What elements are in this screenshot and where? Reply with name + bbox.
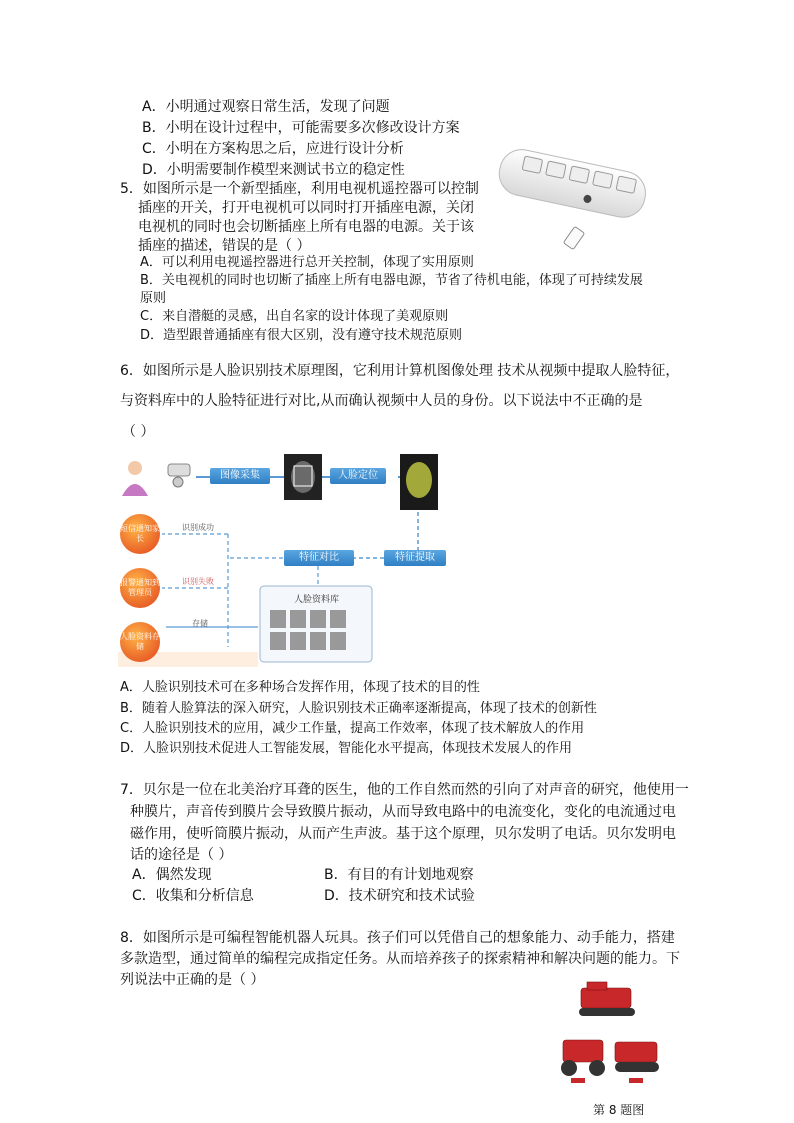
q8-stem-2: 多款造型，通过简单的编程完成指定任务。从而培养孩子的探索精神和解决问题的能力。下 — [120, 951, 680, 967]
store-label: 存储 — [192, 619, 208, 628]
q4-option-d: D．小明需要制作模型来测试书立的稳定性 — [142, 162, 405, 178]
q5-option-a: A．可以利用电视遥控器进行总开关控制，体现了实用原则 — [140, 255, 474, 270]
success-label: 识别成功 — [182, 523, 214, 532]
q7-option-b: B．有目的有计划地观察 — [324, 867, 474, 883]
robot-toy-image — [557, 978, 665, 1090]
q7-stem-1: 7．贝尔是一位在北美治疗耳聋的医生，他的工作自然而然的引向了对声音的研究，他使用一 — [120, 782, 689, 798]
power-strip-image — [490, 140, 650, 250]
face-store-circle: 人脸资料存储 — [120, 622, 160, 662]
face-recognition-diagram — [118, 452, 448, 667]
q4-option-b: B．小明在设计过程中，可能需要多次修改设计方案 — [142, 120, 460, 136]
q5-stem-4: 插座的描述，错误的是（ ） — [138, 238, 311, 254]
q5-option-b: B．关电视机的同时也切断了插座上所有电器电源，节省了待机电能，体现了可持续发展 — [140, 273, 643, 288]
database-label: 人脸资料库 — [294, 595, 340, 605]
sms-notify-circle: 短信通知家长 — [120, 514, 160, 554]
q5-option-d: D．造型跟普通插座有很大区别，没有遵守技术规范原则 — [140, 328, 463, 343]
feature-compare-box: 特征对比 — [284, 550, 354, 566]
feature-extract-box: 特征提取 — [384, 550, 446, 566]
q5-stem-1: 5．如图所示是一个新型插座，利用电视机遥控器可以控制 — [120, 181, 479, 197]
q7-stem-3: 磁作用，使听筒膜片振动，从而产生声波。基于这个原理，贝尔发明了电话。贝尔发明电 — [130, 826, 676, 842]
q6-option-d: D．人脸识别技术促进人工智能发展，智能化水平提高，体现技术发展人的作用 — [120, 741, 573, 756]
q7-stem-4: 话的途径是（ ） — [130, 847, 233, 863]
q6-option-c: C．人脸识别技术的应用，减少工作量，提高工作效率，体现了技术解放人的作用 — [120, 721, 585, 736]
q6-stem-3: （ ） — [122, 424, 155, 440]
q6-stem-1: 6．如图所示是人脸识别技术原理图，它利用计算机图像处理 技术从视频中提取人脸特征， — [120, 363, 680, 379]
q7-option-c: C．收集和分析信息 — [132, 888, 254, 904]
fail-label: 识别失败 — [182, 577, 214, 586]
q4-option-a: A．小明通过观察日常生活，发现了问题 — [142, 99, 390, 115]
q6-option-a: A．人脸识别技术可在多种场合发挥作用，体现了技术的目的性 — [120, 680, 480, 695]
q5-option-c: C．来自潜艇的灵感，出自名家的设计体现了美观原则 — [140, 309, 449, 324]
figure-8-caption: 第 8 题图 — [593, 1103, 645, 1117]
q4-option-c: C．小明在方案构思之后，应进行设计分析 — [142, 141, 404, 157]
q8-stem-1: 8．如图所示是可编程智能机器人玩具。孩子们可以凭借自己的想象能力、动手能力，搭建 — [120, 930, 675, 946]
q5-stem-3: 电视机的同时也会切断插座上所有电器的电源。关于该 — [138, 219, 474, 235]
alarm-notify-circle: 报警通知到管理员 — [120, 568, 160, 608]
q7-option-d: D．技术研究和技术试验 — [324, 888, 475, 904]
face-locate-box: 人脸定位 — [330, 468, 386, 484]
q5-stem-2: 插座的开关，打开电视机可以同时打开插座电源，关闭 — [138, 200, 474, 216]
q6-stem-2: 与资料库中的人脸特征进行对比,从而确认视频中人员的身份。以下说法中不正确的是 — [120, 393, 643, 409]
q5-option-b-cont: 原则 — [140, 291, 167, 306]
q6-option-b: B．随着人脸算法的深入研究，人脸识别技术正确率逐渐提高，体现了技术的创新性 — [120, 701, 597, 716]
image-capture-box: 图像采集 — [210, 468, 270, 484]
q7-stem-2: 种膜片，声音传到膜片会导致膜片振动，从而导致电路中的电流变化，变化的电流通过电 — [130, 804, 676, 820]
q8-stem-3: 列说法中正确的是（ ） — [120, 972, 265, 988]
q7-option-a: A．偶然发现 — [132, 867, 212, 883]
